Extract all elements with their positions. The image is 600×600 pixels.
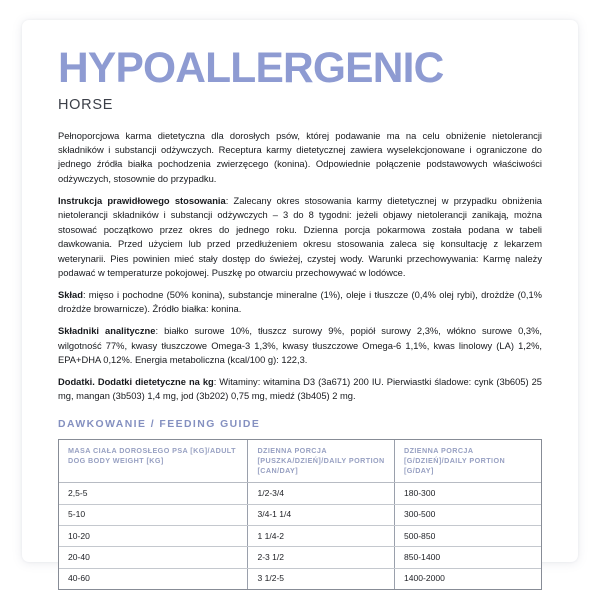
cell-cans: 1 1/4-2 [248,526,395,547]
cell-cans: 2-3 1/2 [248,547,395,568]
cell-cans: 1/2-3/4 [248,483,395,504]
feeding-guide-table-wrapper [58,439,542,590]
cell-weight: 20-40 [59,547,248,568]
product-title: HYPOALLERGENIC [58,45,444,92]
composition-paragraph [58,288,542,317]
cell-weight: 5-10 [59,504,248,525]
instructions-text: : Zalecany okres stosowania karmy dietetycznej w przypadku obniżenia nietolerancji składników i substancji odżywczych – 3 do 8 tygodni: jeżeli objawy nietolerancji zanikają, można stosować początkowo przez okres do jednego roku. Dzienna porcja pokarmowa została podana w tabeli dawkowania. Przed użyciem lub przed przedłużeniem okresu stosowania zaleca się konsultację z lekarzem weterynarii. Pies powinien mieć stały dostęp do świeżej, czystej wody. Warunki przechowywania: Karmę należy podawać w temperaturze pokojowej. Puszkę po otwarciu przechowywać w lodówce. [58,195,543,278]
cell-grams: 180-300 [394,483,541,504]
cell-weight: 40-60 [59,568,248,589]
cell-cans: 3/4-1 1/4 [248,504,395,525]
product-info-card [22,20,578,584]
column-header-body-weight: MASA CIAŁA DOROSŁEGO PSA [KG]/ADULT DOG BODY WEIGHT [KG] [59,440,248,483]
table-row [59,526,541,547]
composition-text: : mięso i pochodne (50% konina), substancje mineralne (1%), oleje i tłuszcze (0,4% olej rybi), drożdże (0,1% drożdże browarnicze). Źródło białka: konina. [58,289,542,315]
table-body [59,483,541,589]
feeding-guide-heading: DAWKOWANIE / FEEDING GUIDE [58,418,261,430]
table-row [59,547,541,568]
instructions-label: Instrukcja prawidłowego stosowania [58,195,226,206]
table-row [59,504,541,525]
cell-weight: 10-20 [59,526,248,547]
product-header [58,45,542,113]
cell-weight: 2,5-5 [59,483,248,504]
cell-grams: 850-1400 [394,547,541,568]
product-subtitle: HORSE [58,96,114,113]
table-header-row [59,440,541,483]
additives-label: Dodatki. Dodatki dietetyczne na kg [58,376,214,387]
column-header-daily-portion-grams: DZIENNA PORCJA [G/DZIEŃ]/DAILY PORTION [G/DAY] [394,440,541,483]
cell-grams: 1400-2000 [403,573,445,584]
table-row [59,483,541,504]
cell-grams: 500-850 [394,526,541,547]
additives-text: : Witaminy: witamina D3 (3a671) 200 IU. Pierwiastki śladowe: cynk (3b605) 25 mg, mangan (3b503) 1,4 mg, jod (3b202) 0,75 mg, miedź (3b405) 2 mg. [58,376,542,402]
analytical-label: Składniki analityczne [58,326,156,337]
analytical-paragraph [58,324,542,367]
composition-label: Skład [58,289,83,300]
additives-paragraph [58,375,542,404]
description-block [58,129,542,404]
instructions-paragraph [58,194,542,281]
table-row [59,568,541,589]
column-header-daily-portion-can: DZIENNA PORCJA [PUSZKA/DZIEŃ]/DAILY PORTION [CAN/DAY] [248,440,395,483]
feeding-guide-table [59,440,541,589]
cell-grams: 300-500 [394,504,541,525]
intro-paragraph: Pełnoporcjowa karma dietetyczna dla dorosłych psów, której podawanie ma na celu obniżenie nietolerancji składników i substancji odżywczych. Receptura karmy dietetycznej zawiera wyselekcjonowane i ograniczone do jednego źródła białka pochodzenia zwierzęcego (konina). Odpowiednie połączenie podstawowych właściwości odżywczych, stosownie do przypadku. [58,130,542,184]
table-header [59,440,541,483]
cell-cans: 3 1/2-5 [248,568,395,589]
analytical-text: : białko surowe 10%, tłuszcz surowy 9%, popiół surowy 2,3%, włókno surowe 0,3%, wilgotność 77%, kwasy tłuszczowe Omega-3 1,3%, kwasy tłuszczowe Omega-6 1,1%, kwas linolowy (LA) 1,2%, EPA+DHA 0,12%. Energia metaboliczna (kcal/100 g): 122,3. [58,326,543,366]
